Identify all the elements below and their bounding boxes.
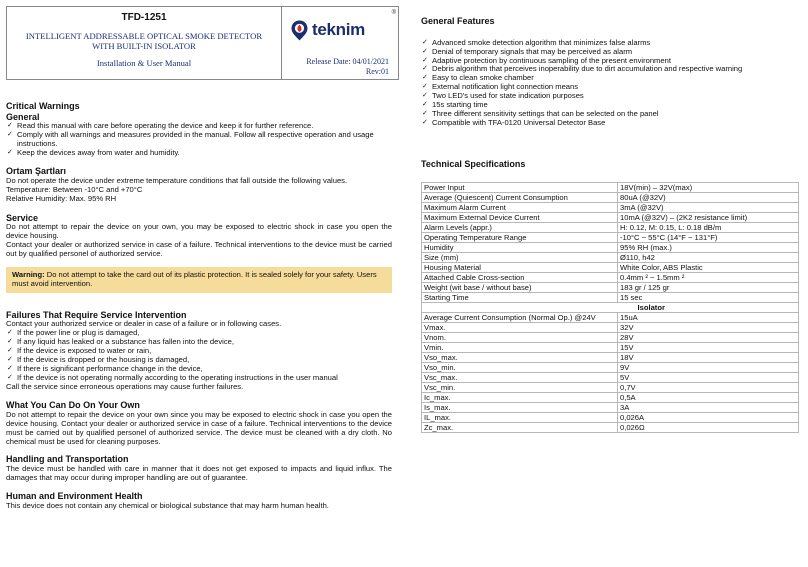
diy-title: What You Can Do On Your Own: [6, 400, 140, 411]
table-row: [422, 292, 799, 302]
environment-line: Do not operate the device under extreme temperature conditions that fall outside the following values.: [6, 175, 348, 185]
table-row: [422, 322, 799, 332]
spec-value: 0,7V: [618, 382, 799, 392]
table-row: [422, 412, 799, 422]
general-subtitle: General: [6, 111, 40, 122]
tech-specs-section: [421, 159, 799, 433]
human-health-text: This device does not contain any chemical or biological substance that may harm human health.: [6, 500, 329, 510]
tech-specs-title: Technical Specifications: [421, 159, 526, 170]
spec-value: 10mA (@32V) – (2K2 resistance limit): [618, 212, 799, 222]
table-row: [422, 212, 799, 222]
features-section: [421, 16, 799, 128]
spec-label: Weight (wit base / without base): [422, 282, 618, 292]
right-column: [421, 16, 799, 433]
table-row: [422, 362, 799, 372]
spec-label: Attached Cable Cross-section: [422, 272, 618, 282]
spec-value: 80uA (@32V): [618, 192, 799, 202]
spec-label: IL_max.: [422, 412, 618, 422]
warning-box: [6, 267, 392, 293]
document-header: [6, 6, 399, 80]
spec-value: 3A: [618, 402, 799, 412]
list-item: ✓ If any liquid has leaked or a substance has fallen into the device,: [6, 338, 392, 347]
list-item: ✓ If the device is not operating normally according to the operating instructions in the user manual: [6, 374, 392, 383]
spec-value: 9V: [618, 362, 799, 372]
spec-label: Average Current Consumption (Normal Op.) @24V: [422, 312, 618, 322]
spec-label: Vsc_max.: [422, 372, 618, 382]
spec-value: H: 0.12, M: 0.15, L: 0.18 dB/m: [618, 222, 799, 232]
spec-label: Maximum External Device Current: [422, 212, 618, 222]
list-item: ✓ Comply with all warnings and measures provided in the manual. Follow all respective operation and usage instructions.: [6, 131, 392, 149]
environment-line: Relative Humidity: Max. 95% RH: [6, 193, 117, 203]
human-health-title: Human and Environment Health: [6, 491, 143, 501]
spec-value: 0,026Ω: [618, 422, 799, 432]
warning-label: Warning:: [12, 269, 45, 279]
manual-type: Installation & User Manual: [96, 58, 192, 69]
spec-value: 95% RH (max.): [618, 242, 799, 252]
list-item: ✓ If there is significant performance change in the device,: [6, 365, 392, 374]
table-row: [422, 372, 799, 382]
list-item: ✓ Read this manual with care before operating the device and keep it for further reference.: [6, 122, 392, 131]
spec-value: 18V(min) – 32V(max): [618, 182, 799, 192]
teknim-logo: [291, 20, 365, 41]
table-row: [422, 382, 799, 392]
table-row: [422, 202, 799, 212]
table-row: [422, 402, 799, 412]
spec-value: -10°C ~ 55°C (14°F ~ 131°F): [618, 232, 799, 242]
spec-value: 18V: [618, 352, 799, 362]
spec-label: Size (mm): [422, 252, 618, 262]
failures-intro: Contact your authorized service or dealer in case of a failure or in following cases.: [6, 319, 282, 329]
spec-label: Power Input: [422, 182, 618, 192]
table-row: [422, 352, 799, 362]
warning-text: Do not attempt to take the card out of its plastic protection. It is sealed solely for your safety. Users must avoid intervention.: [12, 269, 377, 288]
list-item: ✓ Keep the devices away from water and humidity.: [6, 149, 392, 158]
spec-label: Vso_max.: [422, 352, 618, 362]
features-title: General Features: [421, 16, 495, 26]
spec-label: Alarm Levels (appr.): [422, 222, 618, 232]
handling-text: The device must be handled with care in manner that it does not get exposed to impacts and liquid influx. The damages that may occur during improper handling are out of guarantee.: [6, 464, 392, 483]
header-title-block: [7, 7, 282, 79]
product-title: INTELLIGENT ADDRESSABLE OPTICAL SMOKE DETECTOR WITH BUILT-IN ISOLATOR: [25, 30, 263, 52]
service-section: [6, 213, 392, 259]
spec-value: Isolator: [618, 302, 799, 312]
features-list: [421, 39, 799, 129]
critical-warnings-section: [6, 101, 392, 158]
table-row: [422, 182, 799, 192]
spec-value: 0,026A: [618, 412, 799, 422]
spec-label: Average (Quiescent) Current Consumption: [422, 192, 618, 202]
environment-line: Temperature: Between -10°C and +70°C: [6, 184, 143, 194]
spec-table: [421, 182, 799, 433]
service-paragraph: Contact your dealer or authorized service in case of a failure. Technical interventions to the device must be carried out by qualified personel of authorized service.: [6, 240, 392, 258]
diy-text: Do not attempt to repair the device on your own since you may be exposed to electric shock in case you open the device housing. Contact your dealer or authorized service in case of a failure. Technical interventions to the device must be carried out by qualified personel of authorized service. The device must be cleaned with a dry cloth. No chemical must be used for cleaning purposes.: [6, 409, 392, 446]
list-item: ✓ Advanced smoke detection algorithm that minimizes false alarms: [421, 39, 799, 48]
model-number: TFD-1251: [121, 12, 167, 23]
spec-label: [422, 302, 618, 312]
flame-logo-icon: [291, 20, 308, 41]
environment-section: [6, 166, 392, 203]
spec-label: Vnom.: [422, 332, 618, 342]
left-column: [6, 6, 396, 511]
failures-title: Failures That Require Service Intervention: [6, 309, 187, 320]
handling-section: [6, 454, 392, 483]
list-item: ✓ Debris algorithm that perceives inoperability due to dirt accumulation and respective warning: [421, 65, 799, 74]
spec-value: 5V: [618, 372, 799, 382]
list-item: ✓ Two LED's used for state indication purposes: [421, 92, 799, 101]
failures-outro: Call the service since erroneous operations may cause further failures.: [6, 382, 244, 392]
table-row: [422, 282, 799, 292]
spec-table-body: [422, 182, 799, 432]
list-item: ✓ Three different sensitivity settings that can be selected on the panel: [421, 110, 799, 119]
spec-value: 0,5A: [618, 392, 799, 402]
release-info: [306, 57, 389, 76]
list-item: ✓ Adaptive protection by continuous sampling of the present environment: [421, 57, 799, 66]
table-row: [422, 242, 799, 252]
spec-label: Vmax.: [422, 322, 618, 332]
spec-value: 28V: [618, 332, 799, 342]
spec-value: White Color, ABS Plastic: [618, 262, 799, 272]
spec-label: Vsc_min.: [422, 382, 618, 392]
environment-title: Ortam Şartları: [6, 166, 67, 177]
list-item: ✓ Denial of temporary signals that may be perceived as alarm: [421, 48, 799, 57]
spec-label: Housing Material: [422, 262, 618, 272]
revision: Rev:01: [365, 66, 389, 76]
spec-label: Vmin.: [422, 342, 618, 352]
spec-value: 183 gr / 125 gr: [618, 282, 799, 292]
critical-warnings-title: Critical Warnings: [6, 101, 80, 111]
spec-label: Operating Temperature Range: [422, 232, 618, 242]
table-row: [422, 332, 799, 342]
list-item: ✓ 15s starting time: [421, 101, 799, 110]
table-row: [422, 272, 799, 282]
table-row: [422, 192, 799, 202]
brand-name: teknim: [312, 20, 365, 40]
spec-label: Is_max.: [422, 402, 618, 412]
table-row: [422, 342, 799, 352]
spec-label: Maximum Alarm Current: [422, 202, 618, 212]
registered-mark: ®: [391, 10, 396, 16]
spec-value: 3mA (@32V): [618, 202, 799, 212]
table-row: [422, 252, 799, 262]
release-date: Release Date: 04/01/2021: [306, 57, 389, 66]
failures-section: [6, 310, 392, 392]
spec-value: 0.4mm ² ~ 1.5mm ²: [618, 272, 799, 282]
spec-label: Vso_min.: [422, 362, 618, 372]
list-item: ✓ Easy to clean smoke chamber: [421, 74, 799, 83]
list-item: ✓ If the power line or plug is damaged,: [6, 329, 392, 338]
spec-label: Zc_max.: [422, 422, 618, 432]
table-row: [422, 392, 799, 402]
handling-title: Handling and Transportation: [6, 454, 129, 465]
spec-label: Starting Time: [422, 292, 618, 302]
table-row: [422, 302, 799, 312]
table-row: [422, 262, 799, 272]
human-health-section: [6, 491, 392, 511]
service-title: Service: [6, 212, 39, 223]
spec-value: 15 sec: [618, 292, 799, 302]
diy-section: [6, 400, 392, 446]
failures-list: [6, 329, 392, 383]
header-brand-block: [283, 7, 399, 79]
list-item: ✓ If the device is dropped or the housing is damaged,: [6, 356, 392, 365]
spec-label: Humidity: [422, 242, 618, 252]
list-item: ✓ If the device is exposed to water or rain,: [6, 347, 392, 356]
general-warnings-list: [6, 122, 392, 158]
list-item: ✓ Compatible with TFA-0120 Universal Detector Base: [421, 119, 799, 128]
spec-value: 32V: [618, 322, 799, 332]
spec-value: Ø110, h42: [618, 252, 799, 262]
spec-value: 15uA: [618, 312, 799, 322]
table-row: [422, 222, 799, 232]
list-item: ✓ External notification light connection means: [421, 83, 799, 92]
table-row: [422, 422, 799, 432]
table-row: [422, 232, 799, 242]
spec-label: Ic_max.: [422, 392, 618, 402]
table-row: [422, 312, 799, 322]
spec-value: 15V: [618, 342, 799, 352]
service-paragraph: Do not attempt to repair the device on your own, you may be exposed to electric shock in case you open the device housing.: [6, 222, 392, 241]
